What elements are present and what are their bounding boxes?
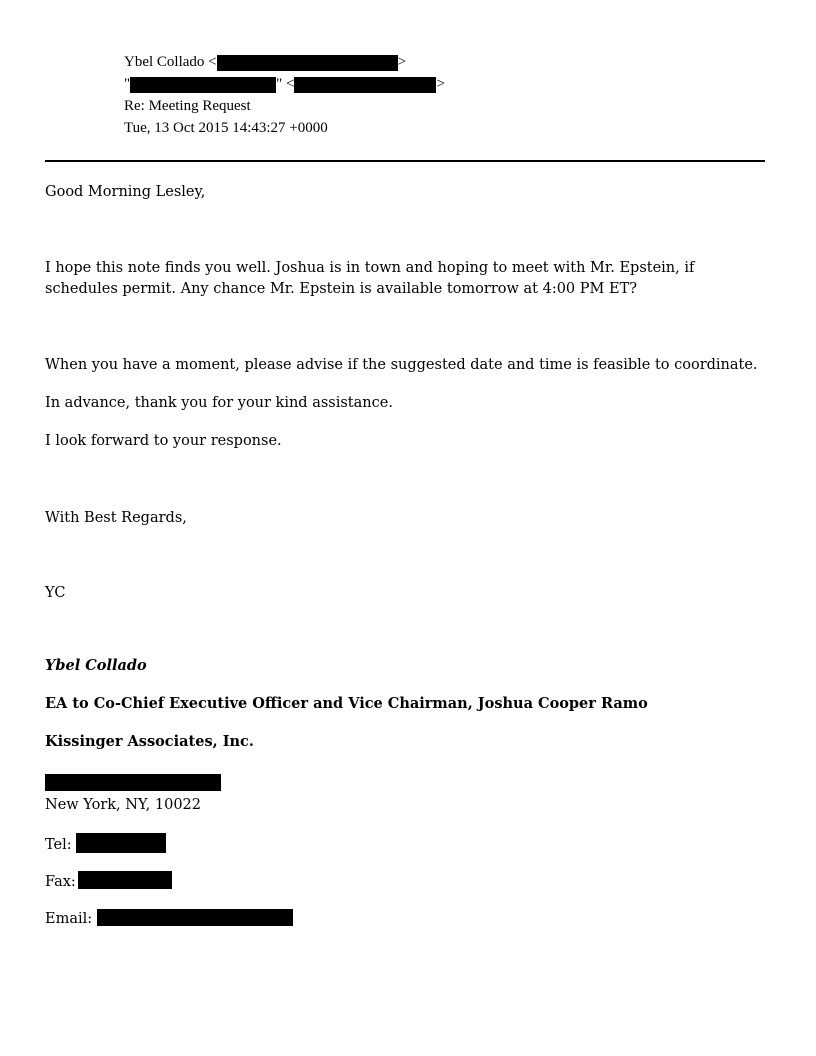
subject-value: Re: Meeting Request <box>124 98 251 114</box>
to-value <box>124 74 445 94</box>
redaction-to-name <box>130 77 276 93</box>
signature-company: Kissinger Associates, Inc. <box>45 733 254 750</box>
to-close: > <box>436 76 445 92</box>
redaction-from-email <box>217 55 398 71</box>
fax-label: Fax: <box>45 874 76 890</box>
redaction-street-address <box>45 774 221 791</box>
redaction-to-email <box>294 77 436 93</box>
redaction-email <box>97 909 293 926</box>
tel-label: Tel: <box>45 837 72 853</box>
body-paragraph-2: When you have a moment, please advise if the suggested date and time is feasible to coordinate. <box>45 357 758 373</box>
greeting: Good Morning Lesley, <box>45 184 206 200</box>
redaction-fax <box>78 871 172 889</box>
signature-name: Ybel Collado <box>45 657 147 674</box>
signature-email <box>45 909 765 930</box>
signature-fax <box>45 871 765 893</box>
to-open: " <box>124 76 131 92</box>
to-mid: " < <box>276 76 295 92</box>
from-value <box>124 52 406 72</box>
signature-city: New York, NY, 10022 <box>45 797 202 813</box>
body-paragraph-1: I hope this note finds you well. Joshua is in town and hoping to meet with Mr. Epstein, if schedules permit. Any chance Mr. Epstein is available tomorrow at 4:00 PM ET? <box>45 260 695 297</box>
signature-title: EA to Co-Chief Executive Officer and Vice Chairman, Joshua Cooper Ramo <box>45 695 648 712</box>
body-paragraph-3: In advance, thank you for your kind assistance. <box>45 395 393 411</box>
from-name: Ybel Collado < <box>124 54 217 70</box>
closing: With Best Regards, <box>45 510 187 526</box>
signature-tel <box>45 833 765 856</box>
redaction-tel <box>76 833 166 853</box>
body-paragraph-4: I look forward to your response. <box>45 433 282 449</box>
header-divider <box>45 160 765 162</box>
email-label: Email: <box>45 911 93 927</box>
initials: YC <box>45 585 66 601</box>
date-value: Tue, 13 Oct 2015 14:43:27 +0000 <box>124 120 328 136</box>
from-close: > <box>397 54 407 70</box>
